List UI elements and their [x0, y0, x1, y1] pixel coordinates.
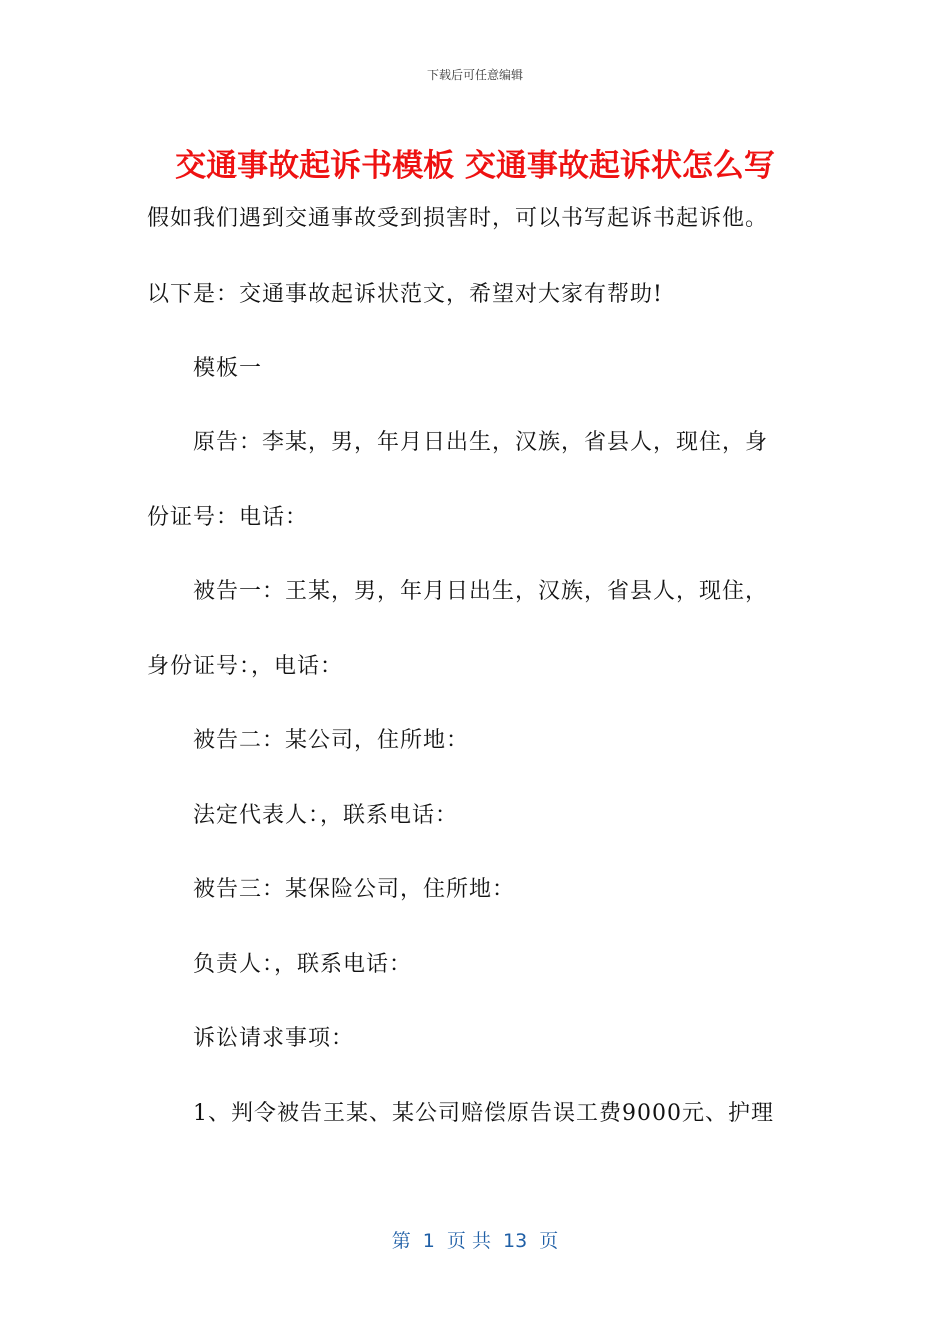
- defendant-two-line: 被告二：某公司，住所地：: [193, 728, 470, 753]
- paragraph-lead: 以下是：交通事故起诉状范文，希望对大家有帮助!: [147, 282, 663, 307]
- defendant-three-line: 被告三：某保险公司，住所地：: [193, 877, 516, 902]
- claim-item-1: 1、判令被告王某、某公司赔偿原告误工费9000元、护理: [193, 1101, 774, 1126]
- defendant-one-line: 被告一：王某，男，年月日出生，汉族，省县人，现住，: [193, 579, 769, 604]
- page-footer: 第 1 页 共 13 页: [391, 1230, 559, 1252]
- plaintiff-line-cont: 份证号：电话：: [147, 505, 309, 530]
- paragraph-intro: 假如我们遇到交通事故受到损害时，可以书写起诉书起诉他。: [147, 206, 769, 231]
- template-heading: 模板一: [193, 356, 263, 381]
- claims-heading: 诉讼请求事项：: [193, 1026, 355, 1051]
- defendant-one-line-cont: 身份证号：，电话：: [147, 654, 344, 679]
- document-title: 交通事故起诉书模板 交通事故起诉状怎么写: [175, 148, 775, 184]
- responsible-person-line: 负责人：，联系电话：: [193, 952, 413, 977]
- legal-rep-line: 法定代表人：，联系电话：: [193, 803, 459, 828]
- header-note: 下载后可任意编辑: [426, 68, 523, 82]
- plaintiff-line: 原告：李某，男，年月日出生，汉族，省县人，现住，身: [193, 430, 769, 455]
